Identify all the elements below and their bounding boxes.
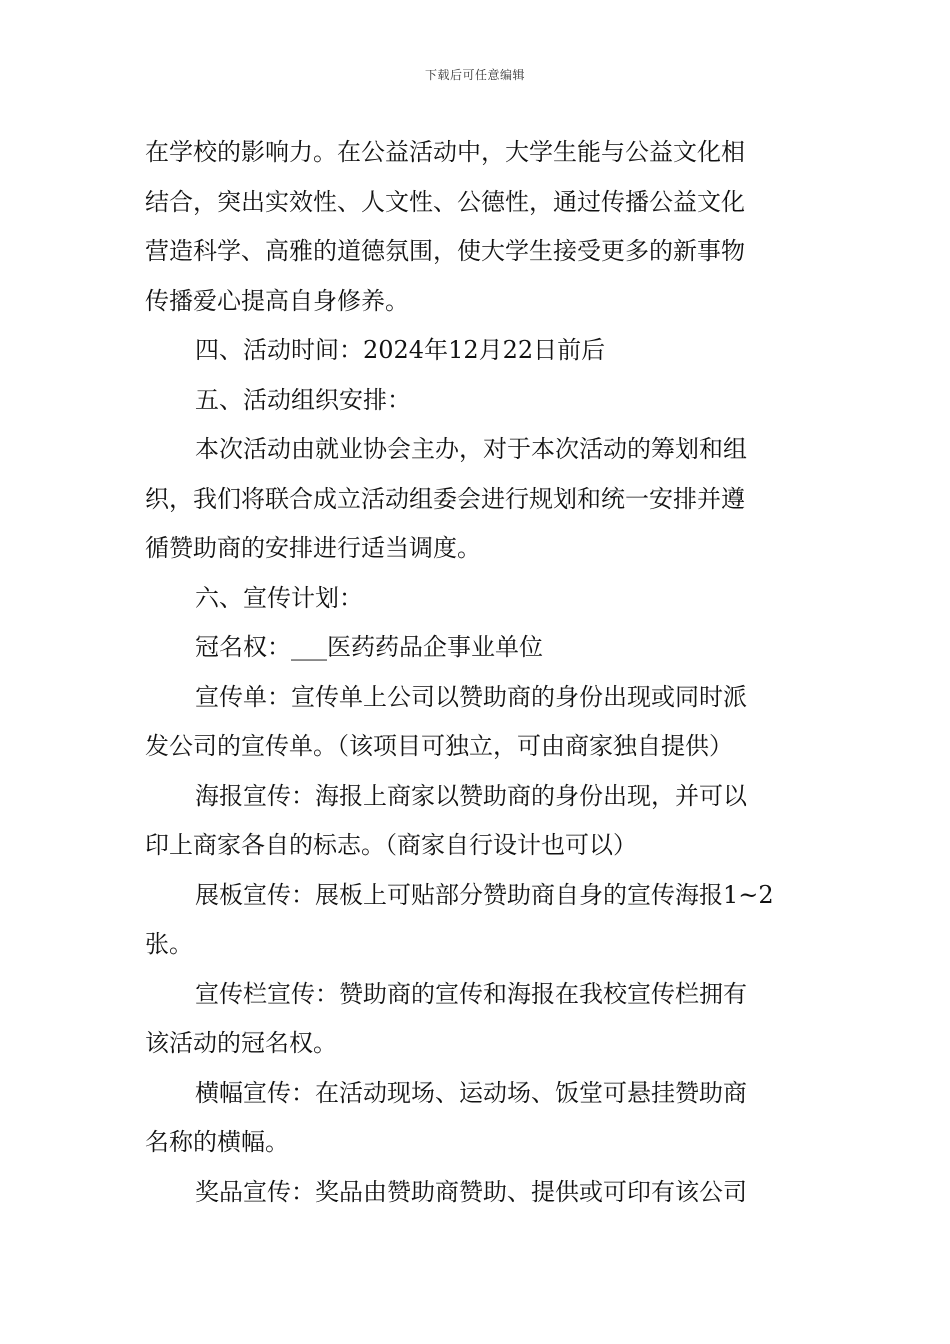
paragraph-line: 该活动的冠名权。 — [145, 1029, 337, 1057]
paragraph-line: 宣传单：宣传单上公司以赞助商的身份出现或同时派 — [195, 682, 747, 711]
document-body — [145, 128, 807, 1217]
paragraph-line: 横幅宣传：在活动现场、运动场、饭堂可悬挂赞助商 — [195, 1078, 747, 1107]
paragraph-line: 织，我们将联合成立活动组委会进行规划和统一安排并遵 — [145, 484, 745, 513]
paragraph-line: 本次活动由就业协会主办，对于本次活动的筹划和组 — [195, 435, 747, 463]
paragraph-line: 营造科学、高雅的道德氛围，使大学生接受更多的新事物 — [145, 237, 745, 265]
paragraph-line: 展板宣传：展板上可贴部分赞助商自身的宣传海报1~2 — [195, 880, 774, 909]
section-heading: 四、活动时间：2024年12月22日前后 — [195, 336, 606, 364]
section-heading: 五、活动组织安排： — [195, 385, 411, 414]
paragraph-line: 发公司的宣传单。（该项目可独立，可由商家独自提供） — [145, 732, 733, 760]
section-heading: 六、宣传计划： — [195, 583, 363, 612]
paragraph-line: 结合，突出实效性、人文性、公德性，通过传播公益文化 — [145, 187, 745, 216]
paragraph-line: 奖品宣传：奖品由赞助商赞助、提供或可印有该公司 — [195, 1177, 747, 1206]
paragraph-line: 印上商家各自的标志。（商家自行设计也可以） — [145, 831, 637, 859]
paragraph-line: 张。 — [145, 930, 193, 958]
paragraph-line: 冠名权：___医药药品企事业单位 — [195, 633, 543, 661]
paragraph-line: 海报宣传：海报上商家以赞助商的身份出现，并可以 — [195, 781, 747, 810]
paragraph-line: 名称的横幅。 — [145, 1128, 289, 1156]
paragraph-line: 在学校的影响力。在公益活动中，大学生能与公益文化相 — [145, 138, 745, 166]
paragraph-line: 宣传栏宣传：赞助商的宣传和海报在我校宣传栏拥有 — [195, 979, 747, 1008]
paragraph-line: 循赞助商的安排进行适当调度。 — [145, 534, 481, 562]
page-header: 下载后可任意编辑 — [424, 68, 525, 82]
paragraph-line: 传播爱心提高自身修养。 — [145, 286, 409, 315]
